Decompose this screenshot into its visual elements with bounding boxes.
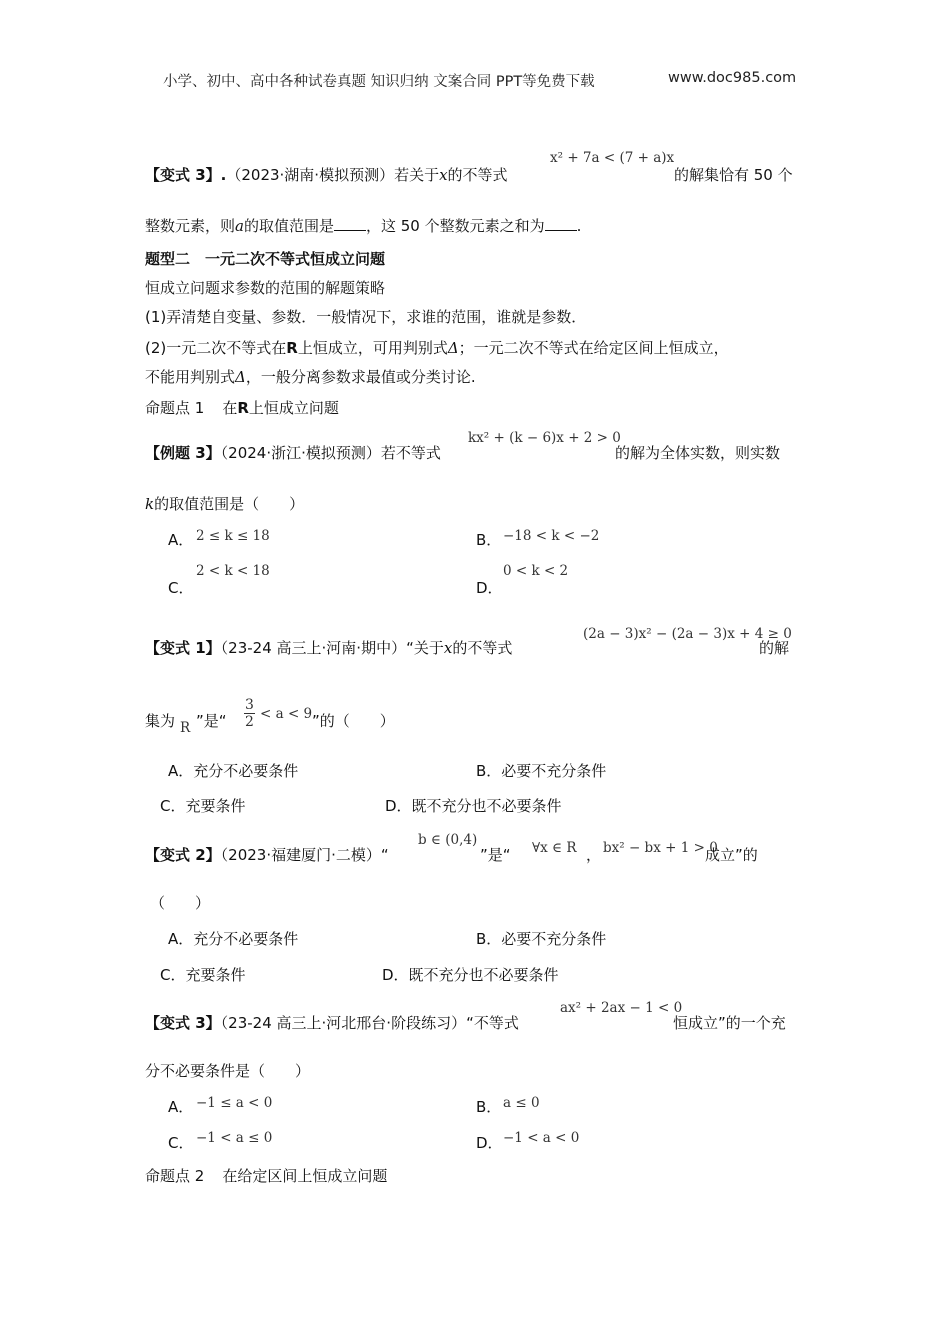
strategy-2 (145, 338, 729, 358)
ex3-option-d-value: 0 < k < 2 (503, 563, 569, 579)
v2-option-d[interactable]: D．既不充分也不必要条件 (382, 966, 559, 984)
v1-fraction (244, 697, 255, 730)
point1-label: 命题点 1 (145, 399, 205, 417)
v3-option-b[interactable] (476, 1097, 501, 1117)
v1-option-d[interactable]: D．既不充分也不必要条件 (385, 797, 562, 815)
v2-option-c[interactable]: C．充要条件 (160, 966, 246, 984)
v2-option-a[interactable]: A．充分不必要条件 (168, 930, 299, 948)
point1-heading (145, 398, 339, 418)
q-pre-var-x: x (439, 166, 448, 184)
strategy-2-R: R (286, 339, 298, 357)
point1-title-R: R (237, 399, 249, 417)
v1-line1 (145, 638, 512, 658)
v1-line2-a: 集为 (145, 712, 176, 730)
q-pre-line2-d: . (576, 217, 582, 235)
v1-option-c[interactable]: C．充要条件 (160, 797, 246, 815)
q-pre-line2 (145, 216, 581, 236)
v1-tag: 【变式 1】 (145, 639, 221, 657)
q-pre-expr: x² + 7a < (7 + a)x (550, 150, 675, 166)
strategy-3-delta: Δ (235, 368, 246, 386)
v1-tail: 的解 (759, 639, 790, 657)
ex3-option-c-label: C． (168, 579, 194, 597)
strategy-2a: (2)一元二次不等式在 (145, 339, 287, 357)
q-pre-tail: 的解集恰有 50 个 (674, 166, 793, 184)
v2-tag: 【变式 2】 (145, 846, 221, 864)
v3-line1 (145, 1013, 519, 1033)
v3-option-a[interactable] (168, 1097, 193, 1117)
v3-option-b-value: a ≤ 0 (503, 1095, 540, 1111)
q-pre-line2-c: ，这 50 个整数元素之和为 (365, 217, 545, 235)
v2-tail: 成立”的 (705, 846, 758, 864)
strategy-1: (1)弄清楚自变量、参数．一般情况下，求谁的范围，谁就是参数． (145, 308, 587, 326)
q-pre-mid: 的不等式 (447, 166, 508, 184)
answer-blank-2[interactable] (545, 216, 577, 231)
ex3-option-c-value: 2 < k < 18 (196, 563, 270, 579)
v1-option-a[interactable]: A．充分不必要条件 (168, 762, 299, 780)
header-text: 小学、初中、高中各种试卷真题 知识归纳 文案合同 PPT等免费下载 (163, 74, 595, 90)
header-site: www.doc985.com (668, 70, 797, 86)
v2-mid: ”是“ (480, 846, 511, 864)
v2-line1 (145, 845, 389, 865)
answer-blank-1[interactable] (334, 216, 366, 231)
v3-option-a-label: A． (168, 1098, 194, 1116)
ex3-option-b-label: B． (476, 531, 502, 549)
v1-ineq: < a < 9 (260, 706, 313, 722)
point1-title-b: 上恒成立问题 (248, 399, 339, 417)
v3-tag: 【变式 3】 (145, 1014, 221, 1032)
v2-source: （2023·福建厦门·二模）“ (220, 846, 389, 864)
section-title: 题型二 一元二次不等式恒成立问题 (145, 250, 386, 268)
point2-label: 命题点 2 (145, 1167, 205, 1185)
strategy-2-delta: Δ (447, 339, 459, 357)
q-pre-var-a: a (235, 217, 244, 235)
v3-source: （23-24 高三上·河北邢台·阶段练习）“不等式 (220, 1014, 519, 1032)
ex3-option-d[interactable] (476, 578, 503, 598)
v1-line2-R: R (180, 720, 191, 736)
v1-frac-num: 3 (245, 697, 254, 713)
q-pre-line2-a: 整数元素，则 (145, 217, 236, 235)
strategy-3 (145, 367, 476, 387)
v3-option-c-value: −1 < a ≤ 0 (196, 1130, 273, 1146)
v3-tail: 恒成立”的一个充 (673, 1014, 786, 1032)
v1-line2-b: ”是“ (196, 712, 227, 730)
q-pre-line1 (145, 165, 508, 185)
v1-frac-den: 2 (245, 714, 254, 730)
ex3-option-d-label: D． (476, 579, 503, 597)
ex3-line2-text: 的取值范围是（ ） (154, 495, 305, 513)
ex3-tag: 【例题 3】 (145, 444, 221, 462)
ex3-option-c[interactable] (168, 578, 193, 598)
v3-option-c-label: C． (168, 1134, 194, 1152)
v3-option-d-value: −1 < a < 0 (503, 1130, 580, 1146)
strategy-3b: ，一般分离参数求最值或分类讨论. (245, 368, 476, 386)
q-pre-tag: 【变式 3】. (145, 166, 227, 184)
v1-mid: 的不等式 (452, 639, 513, 657)
ex3-line2 (145, 494, 304, 514)
v1-line2-c: ”的（ ） (312, 712, 395, 730)
ex3-var-k: k (145, 495, 155, 513)
v3-option-d-label: D． (476, 1134, 503, 1152)
v2-comma: ， (586, 846, 602, 864)
v3-option-c[interactable] (168, 1133, 193, 1153)
ex3-tail: 的解为全体实数，则实数 (615, 444, 781, 462)
ex3-option-b[interactable] (476, 530, 501, 550)
point2-title: 在给定区间上恒成立问题 (222, 1167, 388, 1185)
v2-paren: （ ） (150, 894, 211, 912)
ex3-line1 (145, 443, 441, 463)
v3-expr: ax² + 2ax − 1 < 0 (560, 1000, 683, 1016)
ex3-option-a[interactable] (168, 530, 193, 550)
point2-heading (145, 1166, 387, 1186)
v2-option-b[interactable]: B．必要不充分条件 (476, 930, 607, 948)
v3-option-a-value: −1 ≤ a < 0 (196, 1095, 273, 1111)
ex3-option-a-label: A． (168, 531, 194, 549)
v1-var-x: x (443, 639, 453, 657)
strategy-3a: 不能用判别式 (145, 368, 236, 386)
ex3-option-b-value: −18 < k < −2 (503, 528, 600, 544)
ex3-source: （2024·浙江·模拟预测）若不等式 (220, 444, 441, 462)
point1-title-a: 在 (222, 399, 238, 417)
v3-option-d[interactable] (476, 1133, 503, 1153)
v2-forall: ∀x ∈ R (532, 840, 577, 856)
v1-expr: (2a − 3)x² − (2a − 3)x + 4 ≥ 0 (583, 626, 792, 642)
v2-expr: bx² − bx + 1 > 0 (603, 840, 718, 856)
v1-source: （23-24 高三上·河南·期中）“关于 (220, 639, 444, 657)
v3-option-b-label: B． (476, 1098, 502, 1116)
strategy-2b: 上恒成立，可用判别式 (297, 339, 448, 357)
strategy-title: 恒成立问题求参数的范围的解题策略 (145, 279, 386, 297)
v1-option-b[interactable]: B．必要不充分条件 (476, 762, 607, 780)
strategy-2c: ；一元二次不等式在给定区间上恒成立， (458, 339, 729, 357)
ex3-expr: kx² + (k − 6)x + 2 > 0 (468, 430, 621, 446)
q-pre-line2-b: 的取值范围是 (243, 217, 334, 235)
v3-line2: 分不必要条件是（ ） (145, 1062, 311, 1080)
ex3-option-a-value: 2 ≤ k ≤ 18 (196, 528, 270, 544)
v2-cond: b ∈ (0,4) (418, 832, 478, 848)
q-pre-source: （2023·湖南·模拟预测）若关于 (226, 166, 440, 184)
